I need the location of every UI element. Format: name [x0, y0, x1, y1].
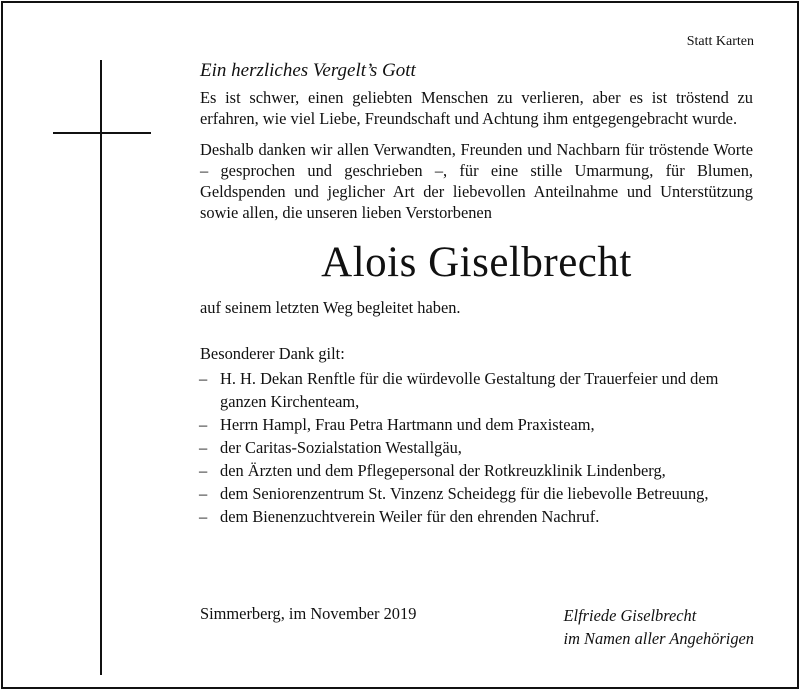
paragraph-intro: Es ist schwer, einen geliebten Menschen zu verlieren, aber es ist tröstend zu erfahren, wie viel Liebe, Freundschaft und Achtung ihm entgegengebracht wurde. [200, 88, 753, 128]
thanks-list [200, 367, 753, 528]
list-item: – H. H. Dekan Renftle für die würdevolle Gestaltung der Trauerfeier und dem ganzen Kirchenteam, [200, 367, 753, 413]
list-item: – der Caritas-Sozialstation Westallgäu, [200, 436, 753, 459]
list-item: – den Ärzten und dem Pflegepersonal der Rotkreuzklinik Lindenberg, [200, 459, 753, 482]
signature-name: Elfriede Giselbrecht [563, 606, 697, 625]
list-item: – dem Bienenzuchtverein Weiler für den ehrenden Nachruf. [200, 505, 753, 528]
cross-icon-bar [53, 132, 151, 134]
after-name-text: auf seinem letzten Weg begleitet haben. [200, 298, 461, 317]
notice-body [200, 58, 753, 528]
statt-karten-label: Statt Karten [686, 34, 754, 49]
deceased-name: Alois Giselbrecht [321, 239, 632, 286]
thanks-intro: Besonderer Dank gilt: [200, 344, 345, 363]
signature [564, 604, 754, 650]
list-item: – dem Seniorenzentrum St. Vinzenz Scheidegg für die liebevolle Betreuung, [200, 482, 753, 505]
paragraph-thanks: Deshalb danken wir allen Verwandten, Freunden und Nachbarn für tröstende Worte – gesprochen und geschrieben –, für eine stille Umarmung, für Blumen, Geldspenden und jeglicher Art der liebevollen Anteilnahme und Unterstützung sowie allen, die unseren lieben Verstorbenen [200, 140, 753, 222]
notice-heading: Ein herzliches Vergelt’s Gott [200, 60, 416, 81]
place-date: Simmerberg, im November 2019 [200, 604, 417, 623]
cross-icon [100, 60, 102, 675]
signature-note: im Namen aller Angehörigen [563, 629, 754, 648]
list-item: – Herrn Hampl, Frau Petra Hartmann und dem Praxisteam, [200, 413, 753, 436]
